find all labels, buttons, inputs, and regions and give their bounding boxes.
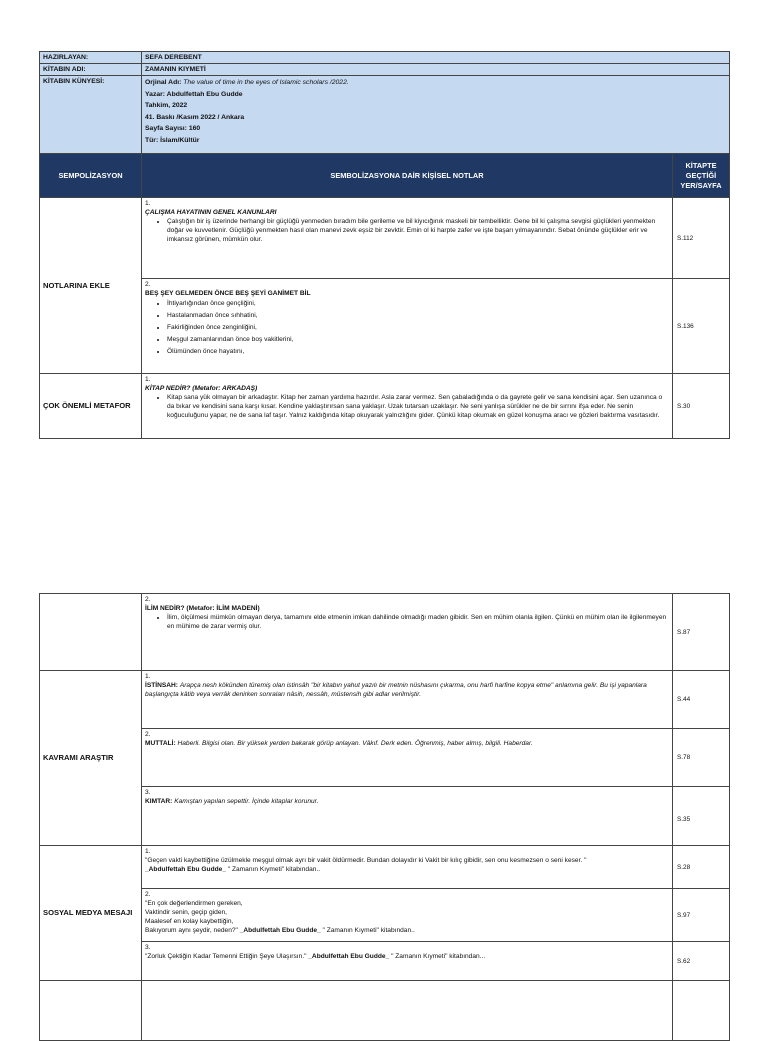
info-row-book-name bbox=[40, 64, 730, 76]
note-row bbox=[40, 279, 730, 374]
note-number: 1. bbox=[145, 848, 151, 855]
kunye-original-title: The value of time in the eyes of Islamic scholars /2022. bbox=[183, 79, 349, 86]
empty-cell bbox=[673, 981, 730, 1041]
term-definition: Kamıştan yapılan sepettir. İçinde kitaplar korunur. bbox=[174, 798, 319, 805]
note-title: İLİM NEDİR? (Metafor: İLİM MADENİ) bbox=[145, 605, 260, 612]
quote-source: " Zamanın Kıymeti" kitabından.. bbox=[322, 927, 415, 934]
header-notes: SEMBOLİZASYONA DAİR KİŞİSEL NOTLAR bbox=[142, 154, 673, 198]
quote-cell bbox=[142, 889, 673, 942]
kunye-line: Tür: İslam/Kültür bbox=[145, 136, 200, 144]
quote-row bbox=[40, 889, 730, 942]
quote-cell bbox=[142, 846, 673, 889]
quote-cell bbox=[142, 942, 673, 981]
category-label: NOTLARINA EKLE bbox=[40, 198, 142, 374]
kunye-original-prefix: Orjinal Adı: bbox=[145, 79, 182, 86]
term-row bbox=[40, 671, 730, 729]
book-info-table bbox=[39, 51, 730, 439]
note-number: 2. bbox=[145, 731, 151, 738]
page-ref: S.35 bbox=[673, 787, 730, 846]
quote-text: "Geçen vakti kaybettiğine üzülmekle meşgul olmak ayrı bir vakit öldürmedir. Bundan dolayıdır ki Vakit bir kılıç gibidir, sen onu kesmezsen o seni keser. " bbox=[145, 857, 587, 864]
term-name: KIMTAR: bbox=[145, 798, 173, 805]
note-bullets bbox=[145, 298, 669, 358]
note-cell bbox=[142, 279, 673, 374]
term-cell bbox=[142, 729, 673, 787]
quote-source: " Zamanın Kıymeti" kitabından.. bbox=[227, 866, 321, 873]
info-row-preparer bbox=[40, 52, 730, 64]
category-label: ÇOK ÖNEMLİ METAFOR bbox=[40, 374, 142, 439]
note-number: 3. bbox=[145, 944, 151, 951]
note-cell bbox=[142, 198, 673, 279]
page-ref: S.44 bbox=[673, 671, 730, 729]
bullet-item: • Fakirliğinden önce zenginliğini, bbox=[167, 322, 669, 334]
poem-line: Vaktindir senin, geçip giden, bbox=[145, 909, 227, 916]
kunye-cell bbox=[142, 76, 730, 154]
kunye-line: Yazar: Abdulfettah Ebu Gudde bbox=[145, 90, 243, 98]
header-row bbox=[40, 154, 730, 198]
info-value: ZAMANIN KIYMETİ bbox=[142, 64, 730, 76]
bullet-item: • Meşgul zamanlarından önce boş vakitlerini, bbox=[167, 334, 669, 346]
category-label: SOSYAL MEDYA MESAJI bbox=[40, 846, 142, 981]
empty-cell bbox=[40, 981, 142, 1041]
bullet-item: • İhtiyarlığından önce gençliğini, bbox=[167, 298, 669, 310]
bullet-item: • Hastalanmadan önce sıhhatini, bbox=[167, 310, 669, 322]
note-number: 2. bbox=[145, 891, 151, 898]
page-ref: S.30 bbox=[673, 374, 730, 439]
bullet-item: • İlim, ölçülmesi mümkün olmayan derya, tamamını elde etmenin imkan dahilinde olmadığı maden gibidir. Sen en mühim olanla ilgilen. Çünkü en mühim olan ile ilgilenmeyen en mühime de zarar vermiş olur. bbox=[167, 613, 669, 631]
poem-line: Maalesef en kolay kaybettiğin, bbox=[145, 918, 234, 925]
term-name: İSTİNSAH: bbox=[145, 682, 178, 689]
note-cell bbox=[142, 594, 673, 671]
note-number: 3. bbox=[145, 789, 151, 796]
info-label: KİTABIN KÜNYESİ: bbox=[40, 76, 142, 154]
note-cell bbox=[142, 374, 673, 439]
header-symbolization: SEMPOLİZASYON bbox=[40, 154, 142, 198]
kunye-line: Tahkim, 2022 bbox=[145, 102, 188, 109]
quote-row bbox=[40, 846, 730, 889]
page-ref: S.112 bbox=[673, 198, 730, 279]
quote-author: _Abdulfettah Ebu Gudde_ bbox=[145, 866, 226, 873]
quote-author: _Abdulfettah Ebu Gudde_ bbox=[308, 953, 390, 960]
note-row bbox=[40, 374, 730, 439]
kunye-line: 41. Baskı /Kasım 2022 / Ankara bbox=[145, 113, 245, 121]
note-title: KİTAP NEDİR? (Metafor: ARKADAŞ) bbox=[145, 385, 258, 392]
page-ref: S.136 bbox=[673, 279, 730, 374]
note-number: 2. bbox=[145, 596, 151, 603]
note-bullets bbox=[145, 393, 669, 420]
term-name: MUTTALİ: bbox=[145, 740, 176, 747]
note-number: 1. bbox=[145, 200, 151, 207]
term-row bbox=[40, 729, 730, 787]
note-bullets bbox=[145, 217, 669, 244]
page-ref: S.62 bbox=[673, 942, 730, 981]
note-row bbox=[40, 198, 730, 279]
info-label: KİTABIN ADI: bbox=[40, 64, 142, 76]
notes-table-continued bbox=[39, 593, 730, 1041]
term-cell bbox=[142, 787, 673, 846]
note-number: 1. bbox=[145, 376, 151, 383]
note-title: ÇALIŞMA HAYATININ GENEL KANUNLARI bbox=[145, 209, 277, 216]
info-label: HAZIRLAYAN: bbox=[40, 52, 142, 64]
note-row bbox=[40, 594, 730, 671]
bullet-item: • Ölümünden önce hayatını, bbox=[167, 346, 669, 358]
term-definition: Haberli. Bilgisi olan. Bir yüksek yerden bakarak görüp anlayan. Vâkıf. Derk eden. Öğrenmiş, haber almış, bilgili. Haberdar. bbox=[177, 740, 533, 747]
note-number: 1. bbox=[145, 673, 151, 680]
bullet-item: • Çalıştığın bir iş üzerinde herhangi bir güçlüğü yenmeden bıradım bile gerileme ve bil kiyıcığınık maskeli bir tembelliktir. Gene bil ki çalışma sevgisi güçlükleri yenmekten doğar ve kuvvetlenir. Güçlüğü yenmekten hasıl olan manevi zevk eşsiz bir zevktir. Emin ol ki harpte zafer ve işte başarı yılmayanındır. Sebat önünde güçlükler erir ve imkansız görünen, mümkün olur. bbox=[167, 217, 669, 244]
term-definition: Arapça nesh kökünden türemiş olan istinsâh "bir kitabın yahut yazılı bir metnin nüshasını çıkarma, onu harfi harfine kopya etme" anlamına gelir. Bu işi yapanlara başlangıçta kâtib veya verrâk denirken sonraları nâsih, nessâh, müstensih gibi adlar verilmiştir. bbox=[145, 682, 647, 698]
quote-text: "Zorluk Çektiğin Kadar Temenni Ettiğin Şeye Ulaşırsın." bbox=[145, 953, 307, 960]
page-ref: S.28 bbox=[673, 846, 730, 889]
term-cell bbox=[142, 671, 673, 729]
category-label: KAVRAMI ARAŞTIR bbox=[40, 671, 142, 846]
quote-author: _Abdulfettah Ebu Gudde_ bbox=[239, 927, 321, 934]
page-ref: S.78 bbox=[673, 729, 730, 787]
page-ref: S.87 bbox=[673, 594, 730, 671]
poem-line: Bakıyorum aynı şeydir, neden?" bbox=[145, 927, 238, 934]
note-number: 2. bbox=[145, 281, 151, 288]
header-page: KİTAPTE GEÇTİĞİ YER/SAYFA bbox=[673, 154, 730, 198]
category-empty bbox=[40, 594, 142, 671]
info-row-kunye bbox=[40, 76, 730, 154]
poem-line: "En çok değerlendirmen gereken, bbox=[145, 900, 243, 907]
kunye-line: Sayfa Sayısı: 160 bbox=[145, 125, 201, 132]
term-row bbox=[40, 787, 730, 846]
info-value: SEFA DEREBENT bbox=[142, 52, 730, 64]
bullet-item: • Kitap sana yük olmayan bir arkadaştır. Kitap her zaman yardıma hazırdır. Asla zarar vermez. Sen çabaladığında o da gayrete gelir ve sana kendisini açar. Sen uzanınca o da bıkar ve kendisini sana karşı kısar. Kendine yaklaştırırsan sana yaklaşır. Uzak tutarsan uzaklaşır. Ne seni yanlışa sürükler ne de bir sırrını ifşa eder. Ne senin koğuculuğunu yapar, ne de sana laf taşır. Yalnız kaldığında kitap okuyarak yalnızlığını gider. Çünkü kitap okumak en güzel konuşma aracı ve gözleri baktırma vasıtasıdır. bbox=[167, 393, 669, 420]
note-bullets bbox=[145, 613, 669, 631]
quote-row bbox=[40, 942, 730, 981]
note-title: BEŞ ŞEY GELMEDEN ÖNCE BEŞ ŞEYİ GANİMET BİL bbox=[145, 290, 311, 297]
empty-cell bbox=[142, 981, 673, 1041]
empty-row bbox=[40, 981, 730, 1041]
quote-source: " Zamanın Kıymeti" kitabından... bbox=[391, 953, 486, 960]
page-ref: S.97 bbox=[673, 889, 730, 942]
